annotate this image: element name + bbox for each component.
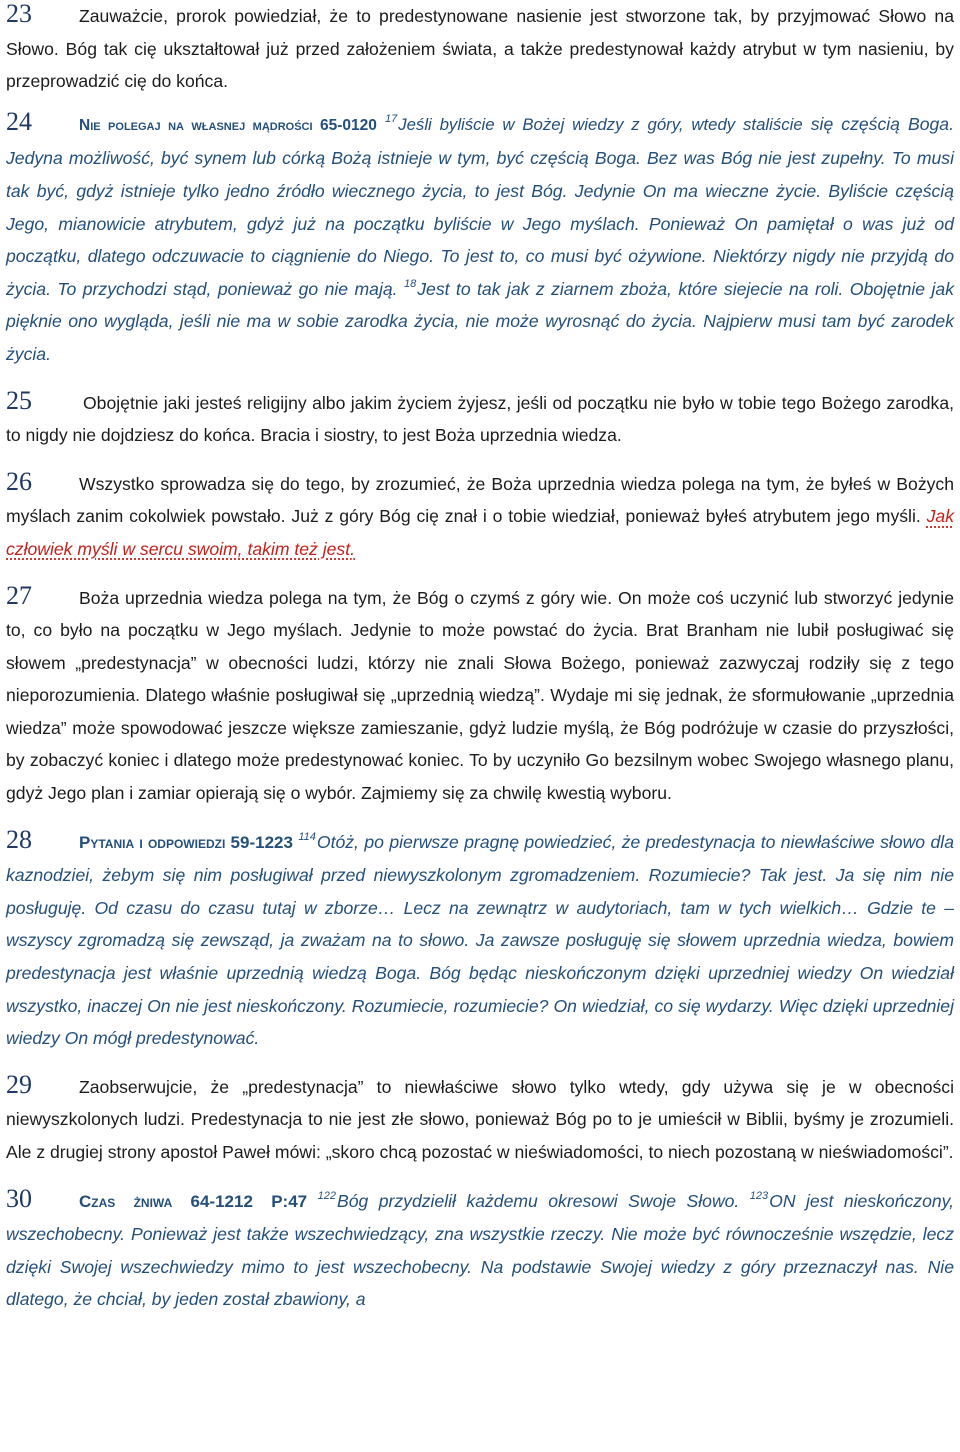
paragraph-number: 25 (6, 385, 32, 415)
paragraph-30 (6, 1183, 954, 1316)
quote-text: się częścią Boga. Jedyna możliwość, być synem lub córką Bożą istnieje w tym, być częścią Boga. Bez was Bóg nie jest zupełny. To musi tak być, gdyż istnieje tylko jedno źródło wiecznego życia, to jest Bóg. Jedynie On ma wieczne życie. Byliście częścią Jego, mianowicie atrybutem, gdyż już na początku byliście w Jego myślach. Ponieważ On pamiętał o was już od początku, dlatego odczuwacie to ciągnienie do Niego. To jest to, co musi być ożywione. Niektórzy nigdy nie przyjdą do życia. To przychodzi stąd, ponieważ go nie mają. (6, 113, 954, 299)
quote-source: Nie polegaj na własnej mądrości 65-0120 (79, 116, 377, 134)
paragraph-number: 27 (6, 580, 32, 610)
paragraph-27 (6, 580, 954, 810)
verse-number: 123 (749, 1189, 769, 1202)
paragraph-number: 24 (6, 106, 32, 136)
paragraph-text: Obojętnie jaki jesteś religijny albo jakim życiem żyjesz, jeśli od początku nie było w tobie tego Bożego zarodka, to nigdy nie dojdziesz do końca. Bracia i siostry, to jest Boża uprzednia wiedza. (6, 392, 954, 446)
paragraph-text: predestynował każdy atrybut w tym nasieniu, by przeprowadzić cię do końca. (6, 38, 954, 92)
paragraph-number: 29 (6, 1069, 32, 1099)
verse-number: 122 (317, 1189, 336, 1202)
quote-text: ON jest nieskończony, wszechobecny. Ponieważ jest także wszechwiedzący, zna wszystkie rzeczy. Nie może być równocześnie wszędzie, lecz dzięki Swojej wszechwiedzy mimo to jest wszechobecny. Na podstawie Swojej wiedzy z góry przeznaczył nas. Nie dlatego, że chciał, by jeden został zbawiony, a (6, 1190, 955, 1310)
paragraph-29 (6, 1069, 954, 1169)
quote-source: Pytania i odpowiedzi 59-1223 (79, 832, 293, 852)
verse-number: 114 (298, 830, 316, 843)
paragraph-text: Boża uprzednia wiedza polega na tym, że Bóg o czymś z góry wie. On może coś uczynić lub stworzyć jedynie to, co było na początku w Jego myślach. Jedynie to może powstać do życia. Brat Branham nie lubił posługiwać się słowem „predestynacja” w obecności ludzi, którzy nie znali Słowa Bożego, ponieważ zazwyczaj rodziły się z tego nieporozumienia. Dlatego właśnie posługiwał się „uprzednią wiedzą”. Wydaje mi się jednak, że sformułowanie „uprzednia wiedza” może spowodować jeszcze większe zamieszanie, gdyż ludzie myślą, że Bóg podróżuje w czasie do przyszłości, by zobaczyć koniec i dlatego może predestynować koniec. To by uczyniło Go bezsilnym wobec Swojego własnego planu, gdyż Jego plan i zamiar opierają się o wybór. Zajmiemy się za chwilę kwestią wyboru. (6, 587, 954, 804)
quote-source: Czas żniwa 64-1212 P:47 (79, 1191, 308, 1211)
verse-number: 17 (384, 112, 398, 125)
paragraph-number: 26 (6, 466, 32, 496)
paragraph-28 (6, 824, 954, 1055)
quote-text: Jest to tak jak z ziarnem zboża, które siejecie na roli. Obojętnie jak pięknie ono wygląda, jeśli nie ma w sobie zarodka życia, nie może wyrosnąć do życia. Najpierw musi tam być zarodek życia. (6, 278, 955, 364)
quote-text: Jak człowiek myśli w sercu swoim, takim też jest. (6, 506, 954, 559)
paragraph-24 (6, 106, 954, 371)
quote-text: Otóż, po pierwsze pragnę powiedzieć, że predestynacja to niewłaściwe słowo dla kaznodziei, żebym się nim posługiwał przed niewyszkolonym zgromadzeniem. Rozumiecie? Tak jest. Ja się nim nie posługuję. Od czasu do czasu tutaj w zborze… Lecz na zewnątrz w audytoriach, tam w tych wielkich… Gdzie te – wszyscy zgromadzą się zewsząd, ja zważam na to słowo. Ja zawsze posługuję się słowem uprzednia wiedza, bowiem predestynacja jest właśnie uprzednią wiedzą Boga. Bóg będąc nieskończonym dzięki uprzedniej wiedzy On wiedział wszystko, inaczej On nie jest nieskończony. Rozumiecie, rozumiecie? On wiedział, co się wydarzy. Więc dzięki uprzedniej wiedzy On mógł predestynować. (6, 831, 954, 1049)
paragraph-number: 30 (6, 1183, 32, 1213)
paragraph-23 (6, 0, 954, 98)
paragraph-text: Zaobserwujcie, że „predestynacja” to niewłaściwe słowo tylko wtedy, gdy używa się je w obecności niewyszkolonych ludzi. Predestynacja to nie jest złe słowo, ponieważ Bóg po to je umieścił w Biblii, byśmy je zrozumieli. Ale z drugiej strony apostoł Paweł mówi: „skoro chcą pozostać w nieświadomości, to niech pozostaną w nieświadomości”. (6, 1076, 954, 1162)
quote-text: Jeśli byliście w Bożej wiedzy z góry, wtedy staliście (398, 114, 803, 134)
paragraph-25 (6, 385, 954, 452)
verse-number: 18 (403, 277, 417, 290)
paragraph-text: Wszystko sprowadza się do tego, by zrozumieć, że Boża uprzednia wiedza polega na tym, że byłeś w Bożych myślach zanim cokolwiek powstało. Już z góry Bóg cię znał i o tobie wiedział, ponieważ byłeś atrybutem jego myśli. (6, 473, 954, 527)
paragraph-number: 23 (6, 0, 32, 28)
paragraph-26 (6, 466, 954, 566)
paragraph-text: przyjmować Słowo na Słowo. Bóg tak cię ukształtował już przed założeniem świata, a także (6, 6, 955, 59)
paragraph-number: 28 (6, 824, 32, 854)
paragraph-text: Zauważcie, prorok powiedział, że to predestynowane nasienie jest stworzone tak, by (79, 6, 770, 26)
quote-text: Bóg przydzielił każdemu okresowi Swoje Słowo. (336, 1190, 740, 1211)
scripture-quote: Jak człowiek myśli w sercu swoim, takim też jest (6, 506, 954, 559)
